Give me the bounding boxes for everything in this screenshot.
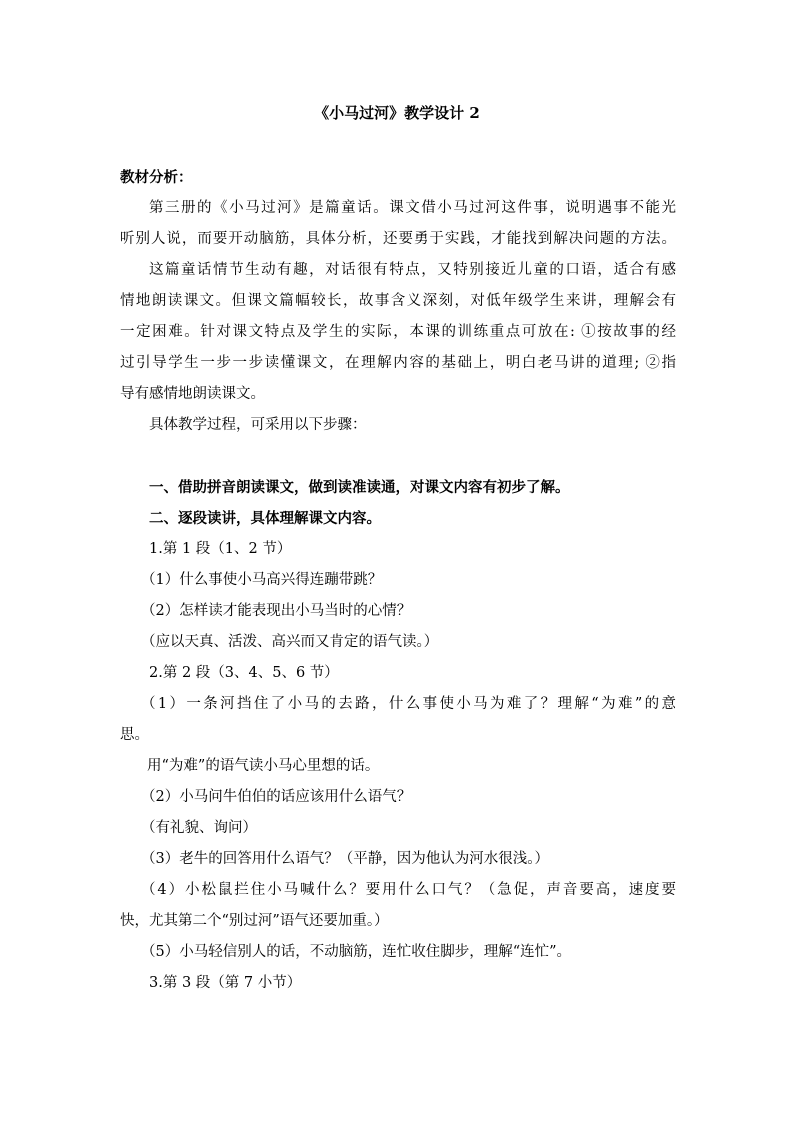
list-item: （有礼貌、询问） (141, 820, 257, 836)
list-item: （5）小马轻信别人的话，不动脑筋，连忙收住脚步，理解“连忙”。 (141, 944, 572, 960)
list-item: （4）小松鼠拦住小马喊什么？要用什么口气？（急促，声音要高，速度要 (141, 882, 676, 898)
paragraph-line: 情地朗读课文。但课文篇幅较长，故事含义深刻，对低年级学生来讲，理解会有 (120, 293, 676, 309)
paragraph-line: 导有感情地朗读课文。 (120, 386, 265, 402)
step-heading-2: 二、逐段读讲，具体理解课文内容。 (149, 510, 381, 527)
paragraph-line: 一定困难。针对课文特点及学生的实际，本课的训练重点可放在: ①按故事的经 (120, 324, 676, 340)
list-item: 用“为难”的语气读小马心里想的话。 (147, 758, 380, 774)
list-item: （3）老牛的回答用什么语气？（平静，因为他认为河水很浅。） (141, 851, 549, 867)
paragraph-line: 这篇童话情节生动有趣，对话很有特点，又特别接近儿童的口语，适合有感 (149, 262, 676, 278)
list-item: （1）什么事使小马高兴得连蹦带跳？ (141, 572, 383, 588)
list-item: （1）一条河挡住了小马的去路，什么事使小马为难了？理解“为难”的意 (141, 696, 676, 712)
paragraph-line: 第三册的《小马过河》是篇童话。课文借小马过河这件事，说明遇事不能光 (149, 200, 676, 216)
list-item: 思。 (120, 727, 149, 743)
paragraph-line: 听别人说，而要开动脑筋，具体分析，还要勇于实践，才能找到解决问题的方法。 (120, 231, 676, 247)
list-item: 1.第 1 段（1、2 节） (149, 541, 292, 557)
step-heading-1: 一、借助拼音朗读课文，做到读准读通，对课文内容有初步了解。 (149, 479, 570, 496)
list-item: 3.第 3 段（第 7 小节） (149, 975, 302, 991)
paragraph-line: 过引导学生一步一步读懂课文，在理解内容的基础上，明白老马讲的道理; ②指 (120, 355, 676, 371)
list-item: （2）怎样读才能表现出小马当时的心情？ (141, 603, 412, 619)
list-item: （应以天真、活泼、高兴而又肯定的语气读。） (141, 634, 439, 650)
list-item: 快，尤其第二个“别过河”语气还要加重。） (120, 913, 389, 929)
document-body (120, 162, 676, 999)
paragraph-line: 具体教学过程，可采用以下步骤： (149, 417, 367, 433)
section-heading-analysis: 教材分析： (120, 169, 193, 186)
document-title: 《小马过河》教学设计 2 (314, 104, 480, 122)
blank-line (120, 441, 676, 472)
list-item: 2.第 2 段（3、4、5、6 节） (149, 665, 339, 681)
list-item: （2）小马问牛伯伯的话应该用什么语气？ (141, 789, 412, 805)
